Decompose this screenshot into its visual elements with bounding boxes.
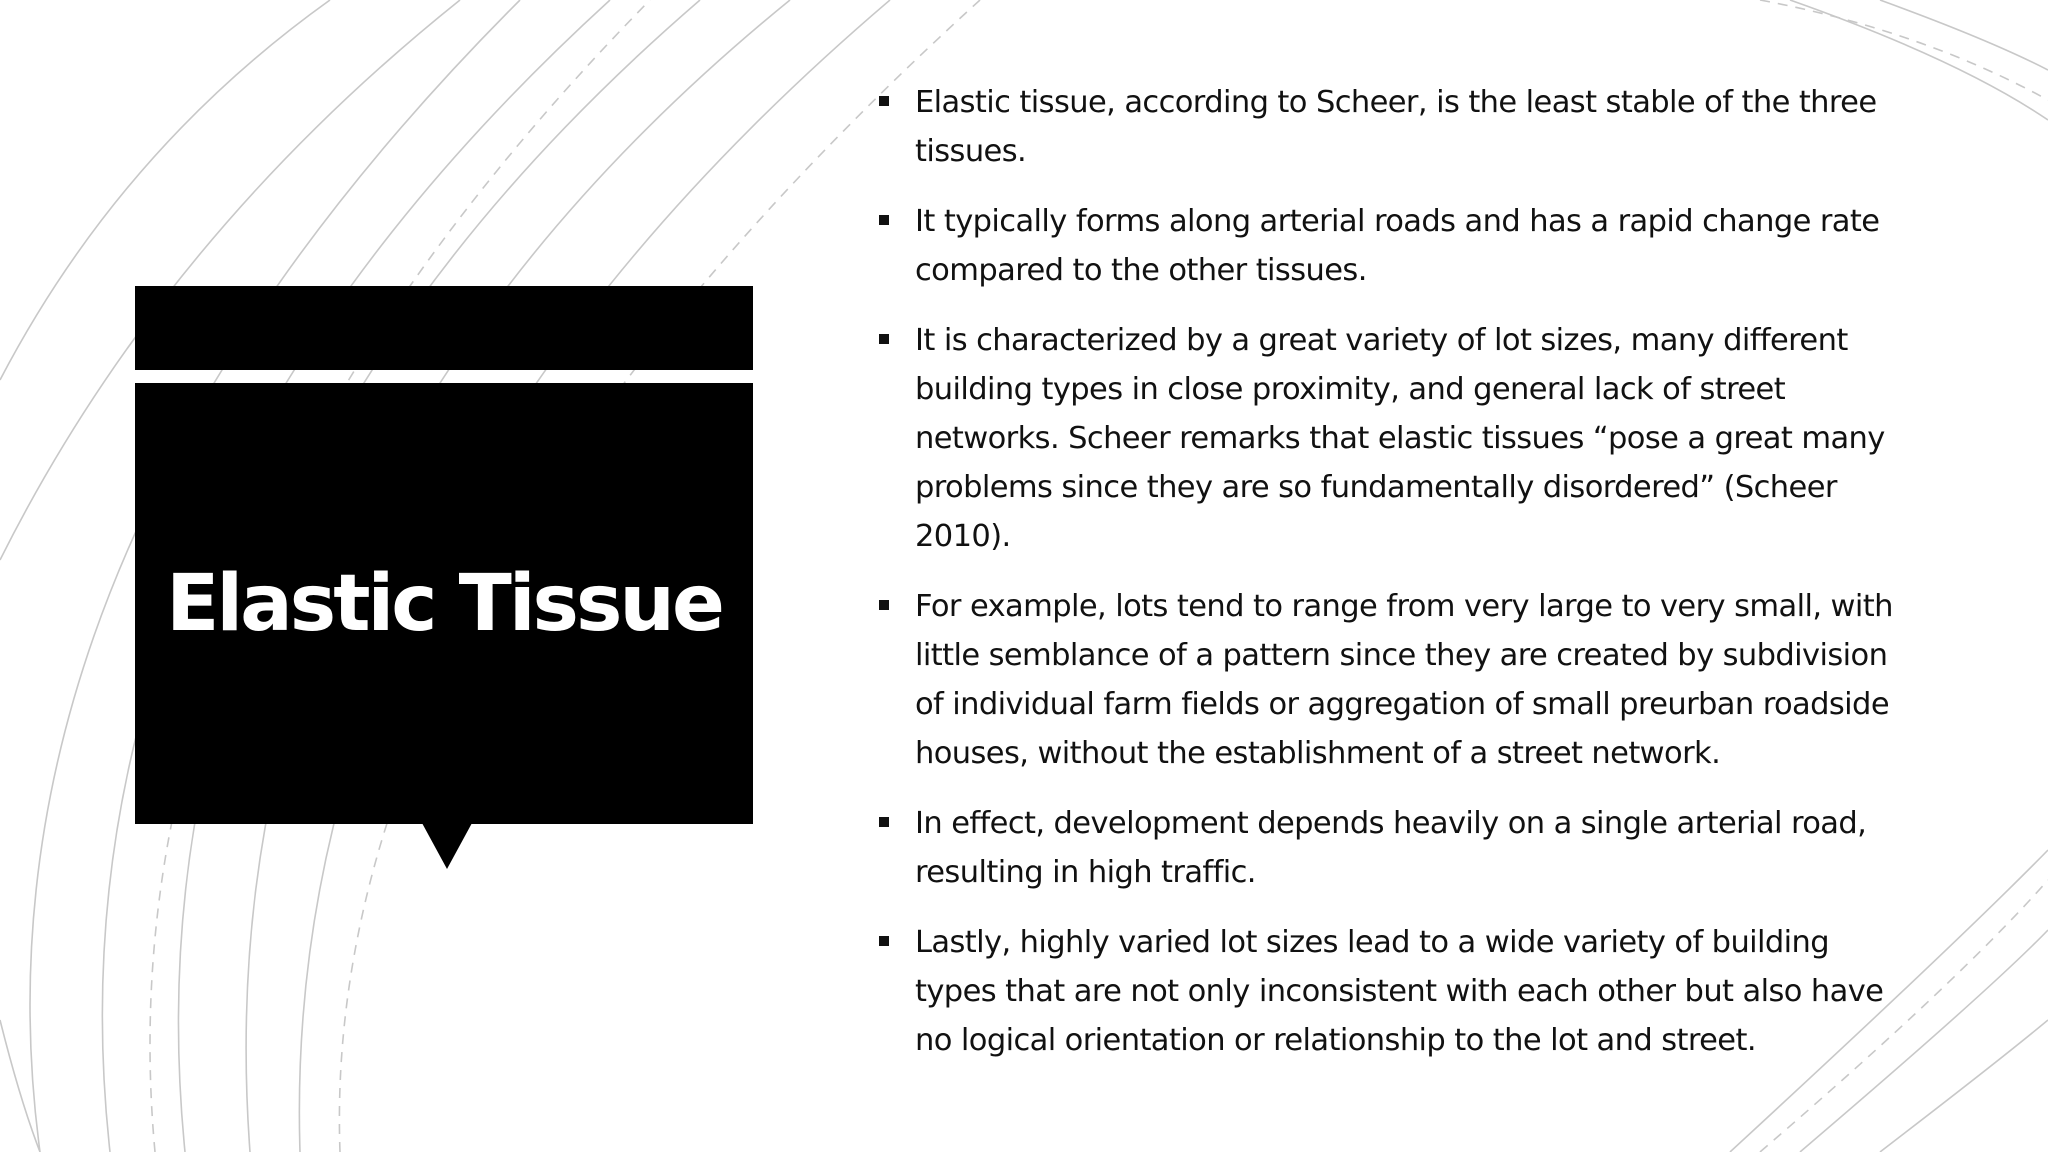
bullet-text: It is characterized by a great variety of lot sizes, many different building types in close proximity, and general lack of street networks. Scheer remarks that elastic tissues “pose a great many problems since they are so fundamentally disordered” (Scheer 2010). — [915, 323, 1885, 554]
bullet-item — [878, 197, 1918, 295]
bullet-item — [878, 799, 1918, 897]
square-bullet-icon — [879, 334, 889, 344]
slide-title: Elastic Tissue — [166, 558, 722, 649]
bullet-text: It typically forms along arterial roads and has a rapid change rate compared to the other tissues. — [915, 204, 1880, 288]
bullet-item — [878, 316, 1918, 561]
bullet-item — [878, 78, 1918, 176]
square-bullet-icon — [879, 96, 889, 106]
bullet-item — [878, 582, 1918, 778]
bullet-text: Lastly, highly varied lot sizes lead to a wide variety of building types that are not only inconsistent with each other but also have no logical orientation or relationship to the lot and street. — [915, 925, 1884, 1058]
square-bullet-icon — [879, 817, 889, 827]
bullet-text: In effect, development depends heavily on a single arterial road, resulting in high traffic. — [915, 806, 1867, 890]
square-bullet-icon — [879, 936, 889, 946]
bullet-item — [878, 918, 1918, 1065]
bullet-list — [878, 78, 1918, 1086]
title-callout-box — [135, 383, 753, 824]
square-bullet-icon — [879, 600, 889, 610]
title-accent-bar — [135, 286, 753, 370]
bullet-text: For example, lots tend to range from very large to very small, with little semblance of a pattern since they are created by subdivision of individual farm fields or aggregation of small preurban roadside houses, without the establishment of a street network. — [915, 589, 1893, 771]
callout-pointer — [422, 823, 472, 869]
square-bullet-icon — [879, 215, 889, 225]
bullet-text: Elastic tissue, according to Scheer, is the least stable of the three tissues. — [915, 85, 1877, 169]
